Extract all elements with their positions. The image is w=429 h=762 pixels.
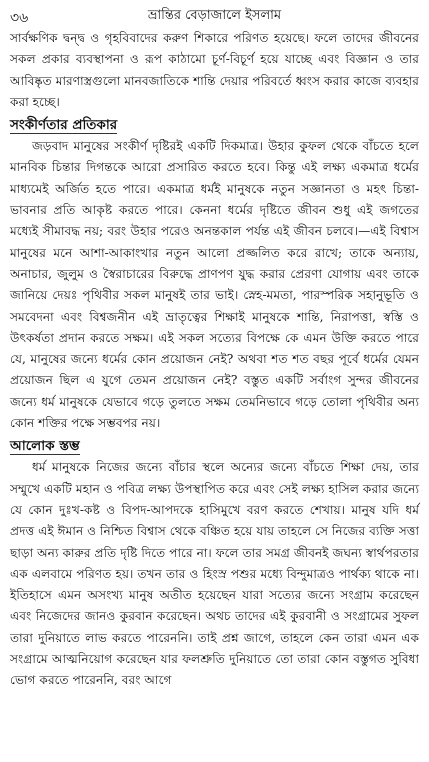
section-heading-lighthouse-text: আলোক স্তম্ভ: [10, 438, 80, 455]
section-heading-remedy: [10, 115, 419, 135]
intro-paragraph: সার্বক্ষণিক দ্বন্দ্ব ও গৃহবিবাদের করুণ শিকারে পরিণত হয়েছে। ফলে তাদের জীবনের সকল প্রকার ব্যবস্থাপনা ও রূপ কাঠামো চূর্ণ-বিচূর্ণ হয়ে যাচ্ছে এবং বিজ্ঞান ও তার আবিষ্কৃত মারণাস্ত্রগুলো মানবজাতিকে শান্তি দেয়ার পরিবর্তে ধ্বংস করার কাজে ব্যবহার করা হচ্ছে।: [10, 31, 419, 109]
page-number: ৩৬: [10, 10, 29, 26]
section-heading-remedy-text: সংকীর্ণতার প্রতিকার: [10, 117, 118, 134]
section-body-remedy: জড়বাদ মানুষের সংকীর্ণ দৃষ্টিরই একটি দিকমাত্র। উহার কুফল থেকে বাঁচতে হলে মানবিক চিন্তার দিগন্তকে আরো প্রসারিত করতে হবে। কিন্তু এই লক্ষ্য একমাত্র ধর্মের মাধ্যমেই অর্জিত হতে পারে। একমাত্র ধর্মই মানুষকে নতুন সজ্ঞানতা ও মহৎ চিন্তা-ভাবনার প্রতি আকৃষ্ট করতে পারে। কেননা ধর্মের দৃষ্টিতে জীবন শুধু এই জগতের মধ্যেই সীমাবদ্ধ নয়; বরং উহার পরেও অনন্তকাল পর্যন্ত এই জীবন চলবে।—এই বিশ্বাস মানুষের মনে আশা-আকাংখার নতুন আলো প্রজ্জলিত করে রাখে; তাকে অন্যায়, অনাচার, জুলুম ও স্বৈরাচারের বিরুদ্ধে প্রাণপণ যুদ্ধ করার প্রেরণা যোগায় এবং তাকে জানিয়ে দেয়ঃ পৃথিবীর সকল মানুষই তার ভাই। স্নেহ-মমতা, পারস্পরিক সহানুভূতি ও সমবেদনা এবং বিশ্বজনীন এই ভ্রাতৃত্বের শিক্ষাই মানুষকে শান্তি, নিরাপত্তা, স্বস্তি ও উৎকর্ষতা প্রদান করতে সক্ষম। এই সকল সত্যের বিপক্ষে কে এমন উক্তি করতে পারে যে, মানুষের জন্যে ধর্মের কোন প্রয়োজন নেই? অথবা শত শত বছর পূর্বে ধর্মের যেমন প্রয়োজন ছিল এ যুগে তেমন প্রয়োজন নেই? বস্তুত একটি সর্বাংগ সুন্দর জীবনের জন্যে ধর্ম মানুষকে যেভাবে গড়ে তুলতে সক্ষম তেমনিভাবে গড়ে তোলা পৃথিবীর অন্য কোন শক্তির পক্ষে সম্ভবপর নয়।: [10, 139, 419, 431]
section-heading-lighthouse: [10, 436, 419, 456]
section-body-lighthouse: ধর্ম মানুষকে নিজের জন্যে বাঁচার স্থলে অন্যের জন্যে বাঁচতে শিক্ষা দেয়, তার সম্মুখে একটি মহান ও পবিত্র লক্ষ্য উপস্থাপিত করে এবং সেই লক্ষ্য হাসিল করার জন্যে যে কোন দুঃখ-কষ্ট ও বিপদ-আপদকে হাসিমুখে বরণ করতে শেখায়। মানুষ যদি ধর্ম প্রদত্ত এই ঈমান ও নিশ্চিত বিশ্বাস থেকে বঞ্চিত হয়ে যায় তাহলে সে নিজের ব্যক্তি সত্তা ছাড়া অন্য কারুর প্রতি দৃষ্টি দিতে পারে না। ফলে তার সমগ্র জীবনই জঘন্য স্বার্থপরতার এক এলবামে পরিণত হয়। তখন তার ও হিংস্র পশুর মধ্যে বিন্দুমাত্রও পার্থক্য থাকে না। ইতিহাসে এমন অসংখ্য মানুষ অতীত হয়েছেন যারা সত্যের জন্যে সংগ্রাম করেছেন এবং নিজেদের জানও কুরবান করেছেন। অথচ তাদের এই কুরবানী ও সংগ্রামের সুফল তারা দুনিয়াতে লাভ করতে পারেননি। তাই প্রশ্ন জাগে, তাহলে কেন তারা এমন এক সংগ্রামে আত্মনিয়োগ করেছেন যার ফলশ্রুতি দুনিয়াতে তো তারা কোন বস্তুগত সুবিধা ভোগ করতে পারেননি, বরং আগে: [10, 460, 419, 688]
page-header: [10, 6, 419, 28]
running-title: ভ্রান্তির বেড়াজালে ইসলাম: [147, 8, 282, 23]
